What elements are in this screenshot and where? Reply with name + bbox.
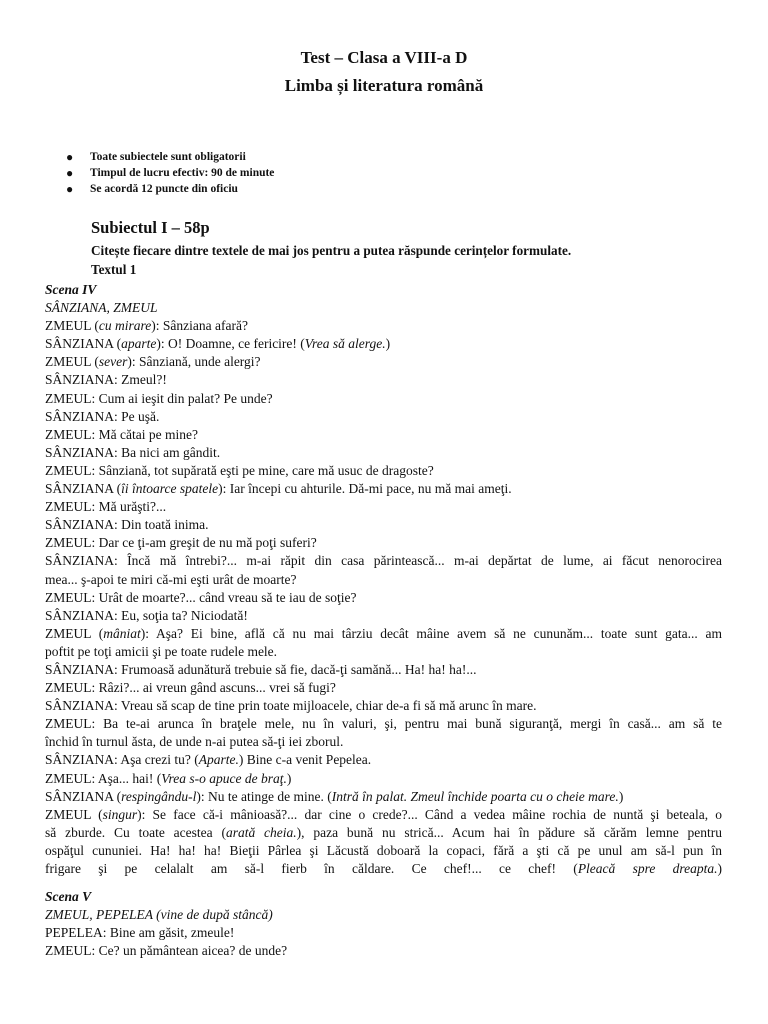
dialogue-line: SÂNZIANA (îi întoarce spatele): Iar începi cu ahturile. Dă-mi pace, nu mă mai ameţi. (45, 481, 512, 497)
bullet-icon: ● (66, 150, 74, 164)
dialogue-line: ZMEUL: Mă urăşti?... (45, 499, 167, 515)
dialogue-line: SÂNZIANA: Eu, soţia ta? Niciodată! (45, 607, 248, 623)
dialogue-line: ZMEUL: Râzi?... ai vreun gând ascuns... vrei să fugi? (45, 680, 336, 696)
rule-item: ● Timpul de lucru efectiv: 90 de minute (66, 166, 275, 180)
dialogue-line: SÂNZIANA (respingându-l): Nu te atinge de mine. (Intră în palat. Zmeul închide poarta cu o cheie mare.) (45, 788, 624, 804)
bullet-icon: ● (66, 166, 74, 180)
scene-heading: Scena V (45, 889, 92, 904)
scene-v (45, 888, 722, 960)
dialogue-line: SÂNZIANA: Din toată inima. (45, 517, 209, 533)
dialogue-line: SÂNZIANA: Frumoasă adunătură trebuie să fie, dacă-ţi samănă... Ha! ha! ha!... (45, 661, 477, 677)
dialogue-line: ZMEUL: Sânziană, tot supărată eşti pe mine, care mă usuc de dragoste? (45, 462, 434, 478)
dialogue-line: ZMEUL (mâniat): Aşa? Ei bine, află că nu mai târziu decât mâine avem să ne cununăm... toate sunt gata... am (45, 625, 722, 641)
dialogue-line: închid în turnul ăsta, de unde n-ai putea să-ţi iei zborul. (45, 734, 344, 750)
dialogue-line: ZMEUL: Mă cătai pe mine? (45, 426, 198, 442)
page-title: Test – Clasa a VIII-a D (300, 48, 468, 67)
rule-item: ● Toate subiectele sunt obligatorii (66, 150, 246, 164)
section-instruction: Citește fiecare dintre textele de mai jos pentru a putea răspunde cerințelor formulate. (91, 243, 572, 258)
dialogue-line: mea... ş-apoi te miri că-mi eşti urât de moarte? (45, 571, 297, 587)
dialogue-line: ZMEUL: Ce? un pământean aicea? de unde? (45, 943, 288, 959)
dialogue-line: ZMEUL: Ba te-ai arunca în braţele mele, nu în valuri, şi, pentru mai bună siguranţă, mergi în casă... am să te (45, 716, 722, 732)
dialogue-line: ZMEUL: Dar ce ţi-am greşit de nu mă poţi suferi? (45, 535, 317, 551)
dialogue-line: SÂNZIANA (aparte): O! Doamne, ce fericire! (Vrea să alerge.) (45, 336, 391, 352)
text-label: Textul 1 (91, 262, 137, 277)
dialogue-line: ZMEUL: Cum ai ieşit din palat? Pe unde? (45, 390, 273, 406)
dialogue-line: ZMEUL (sever): Sânziană, unde alergi? (45, 354, 261, 370)
dialogue-line: frigare şi pe celalalt am să-l fierb în căldare. Ce chef!... ce chef! (Pleacă spre dreapta.) (45, 861, 722, 876)
dialogue-line: să zburde. Cu toate acestea (arată cheia.), paza bună nu strică... Acum hai în pădure să cărăm lemne pentru (45, 824, 722, 840)
scene-characters: ZMEUL, PEPELEA (vine de după stâncă) (45, 907, 273, 923)
dialogue-line: SÂNZIANA: Zmeul?! (45, 372, 167, 388)
dialogue-line: poftit pe toţi amicii şi pe toate rudele mele. (45, 643, 278, 659)
dialogue-line: SÂNZIANA: Aşa crezi tu? (Aparte.) Bine c-a venit Pepelea. (45, 752, 372, 768)
scene-iv (45, 281, 722, 878)
dialogue-line: ZMEUL: Aşa... hai! (Vrea s-o apuce de braţ.) (45, 770, 292, 786)
dialogue-line: SÂNZIANA: Încă mă întrebi?... m-ai răpit din casa părintească... m-ai depărtat de lume, ai făcut nenorocirea (45, 553, 722, 569)
rule-item: ● Se acordă 12 puncte din oficiu (66, 182, 238, 196)
dialogue-line: ospăţul cununiei. Ha! ha! ha! Bieţii Pârlea şi Lăcustă doboară la copaci, fără a şti că pe unul am să-l pun în (45, 842, 722, 858)
section-heading: Subiectul I – 58p (91, 218, 210, 237)
bullet-icon: ● (66, 182, 74, 196)
dialogue-line: ZMEUL (cu mirare): Sânziana afară? (45, 318, 248, 334)
scene-characters: SÂNZIANA, ZMEUL (45, 300, 158, 316)
rules-list (66, 149, 274, 197)
dialogue-line: SÂNZIANA: Ba nici am gândit. (45, 444, 221, 460)
dialogue-line: SÂNZIANA: Pe uşă. (45, 408, 160, 424)
scene-heading: Scena IV (45, 282, 97, 297)
dialogue-line: SÂNZIANA: Vreau să scap de tine prin toate mijloacele, chiar de-a fi să mă arunc în mare. (45, 698, 537, 714)
dialogue-line: PEPELEA: Bine am găsit, zmeule! (45, 925, 235, 941)
page-subtitle: Limba și literatura română (284, 76, 484, 95)
dialogue-line: ZMEUL: Urât de moarte?... când vreau să te iau de soţie? (45, 589, 357, 605)
dialogue-line: ZMEUL (singur): Se face că-i mânioasă?... dar cine o crede?... Când a vedea mâine rochia de nuntă şi beteala, o (45, 806, 722, 822)
